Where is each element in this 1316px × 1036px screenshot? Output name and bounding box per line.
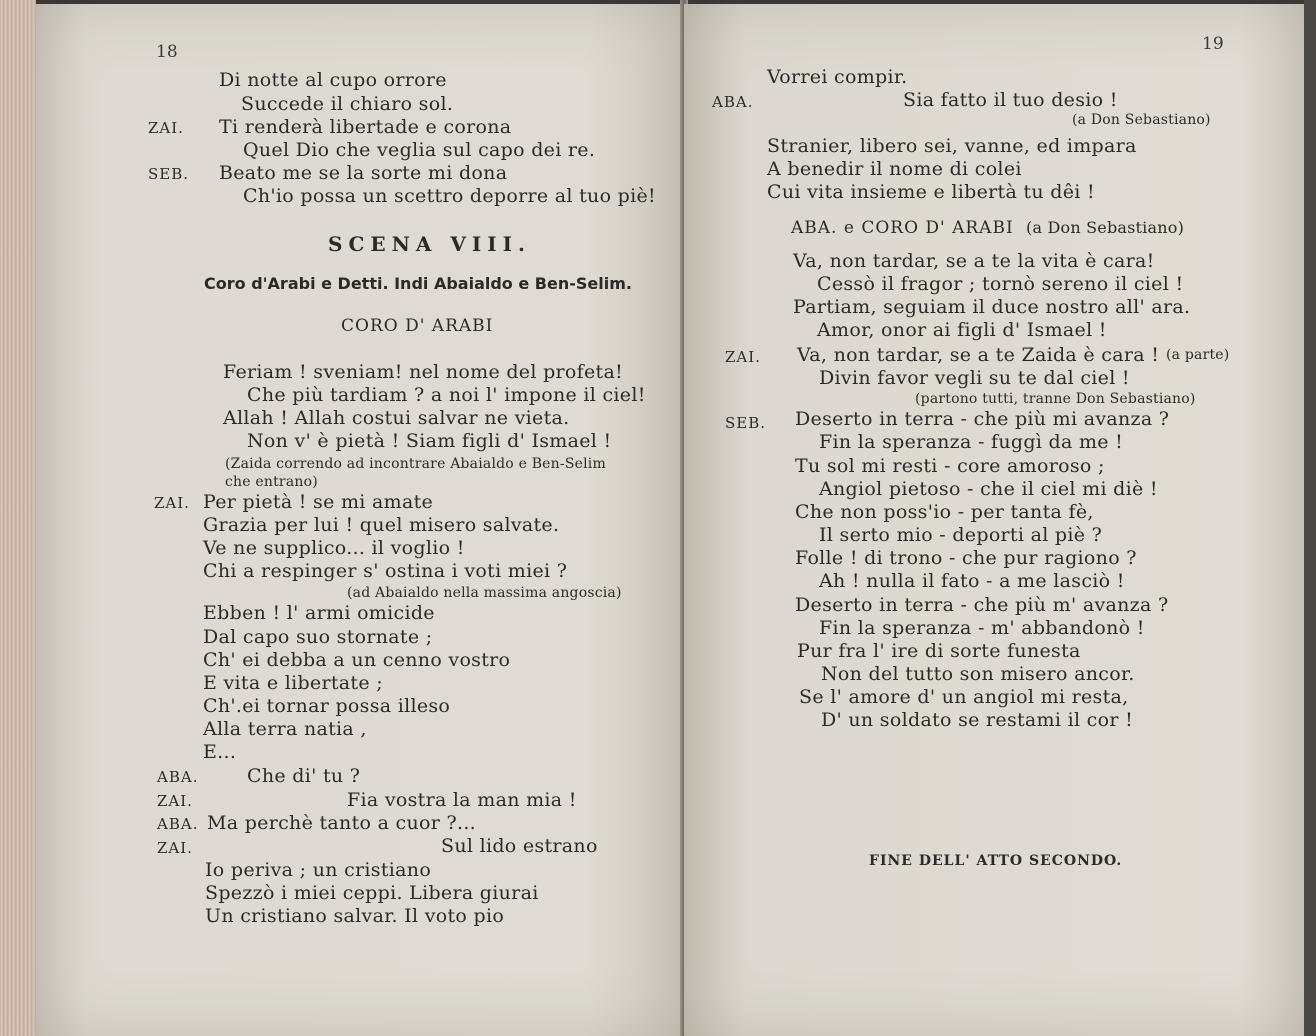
verse-line: Divin favor vegli su te dal ciel ! (819, 367, 1130, 389)
verse-line: Vorrei compir. (767, 66, 908, 88)
stage-direction: (Zaida correndo ad incontrare Abaialdo e Ben-Selim (225, 456, 606, 472)
verse-line: E... (203, 741, 237, 763)
verse-line: Non v' è pietà ! Siam figli d' Ismael ! (247, 430, 612, 452)
verse-line: Ch' ei debba a un cenno vostro (203, 649, 511, 671)
verse-line: Amor, onor ai figli d' Ismael ! (817, 319, 1107, 341)
end-of-act: FINE DELL' ATTO SECONDO. (869, 853, 1123, 869)
speaker-label: ABA. (157, 815, 199, 833)
verse-line: Ebben ! l' armi omicide (203, 602, 435, 624)
right-page (684, 4, 1304, 1036)
page-number-right: 19 (1202, 34, 1224, 54)
verse-line: Folle ! di trono - che pur ragiono ? (795, 547, 1137, 569)
verse-line: Un cristiano salvar. Il voto pio (205, 905, 505, 927)
verse-line: Non del tutto son misero ancor. (821, 663, 1135, 685)
verse-line: Di notte al cupo orrore (219, 69, 447, 91)
verse-line: Fin la speranza - fuggì da me ! (819, 431, 1124, 453)
speaker-label: ABA. (712, 93, 754, 111)
speaker-label: ZAI. (157, 839, 193, 857)
page-number-left: 18 (156, 42, 178, 62)
speaker-label: ZAI. (157, 792, 193, 810)
verse-line: Che di' tu ? (247, 765, 361, 787)
verse-line: Per pietà ! se mi amate (203, 491, 434, 513)
verse-line: Feriam ! sveniam! nel nome del profeta! (223, 361, 624, 383)
verse-line: E vita e libertate ; (203, 672, 383, 694)
verse-line: Dal capo suo stornate ; (203, 626, 433, 648)
verse-line: Ma perchè tanto a cuor ?... (207, 812, 476, 834)
speaker-label: ZAI. (154, 494, 190, 512)
verse-line: Chi a respinger s' ostina i voti miei ? (203, 560, 568, 582)
speaker-label: ABA. (157, 768, 199, 786)
verse-line: Ti renderà libertade e corona (219, 116, 512, 138)
verse-line: Spezzò i miei ceppi. Libera giurai (205, 882, 539, 904)
stage-direction: (a Don Sebastiano) (1026, 218, 1185, 237)
verse-line: A benedir il nome di colei (767, 158, 1022, 180)
left-page (36, 4, 684, 1036)
verse-line: Fia vostra la man mia ! (347, 789, 577, 811)
verse-line: Partiam, seguiam il duce nostro all' ara. (793, 296, 1191, 318)
verse-line: Alla terra natia , (203, 718, 367, 740)
verse-line: Ch'.ei tornar possa illeso (203, 695, 451, 717)
verse-line: D' un soldato se restami il cor ! (821, 709, 1134, 731)
chorus-heading: CORO D' ARABI (341, 316, 494, 336)
verse-line: Allah ! Allah costui salvar ne vieta. (223, 407, 570, 429)
verse-line: Deserto in terra - che più m' avanza ? (795, 594, 1169, 616)
verse-line: Fin la speranza - m' abbandonò ! (819, 617, 1145, 639)
verse-line: Stranier, libero sei, vanne, ed impara (767, 135, 1137, 157)
scene-subtitle: Coro d'Arabi e Detti. Indi Abaialdo e Ben-Selim. (204, 274, 632, 293)
scene-title: SCENA VIII. (328, 232, 531, 256)
verse-line: Che non poss'io - per tanta fè, (795, 501, 1094, 523)
verse-line: Tu sol mi resti - core amoroso ; (795, 455, 1105, 477)
verse-line: Deserto in terra - che più mi avanza ? (795, 408, 1170, 430)
page-edges (0, 0, 36, 1036)
verse-line: Ve ne supplico... il voglio ! (203, 537, 465, 559)
speaker-label: SEB. (148, 165, 190, 183)
verse-line: Cui vita insieme e libertà tu dêi ! (767, 181, 1095, 203)
verse-line: Se l' amore d' un angiol mi resta, (799, 686, 1129, 708)
verse-line: Sul lido estrano (441, 835, 598, 857)
verse-line: Va, non tardar, se a te la vita è cara! (793, 250, 1155, 272)
verse-line: Io periva ; un cristiano (205, 859, 432, 881)
verse-line: Il serto mio - deporti al piè ? (819, 524, 1103, 546)
heading-aba-coro: ABA. e CORO D' ARABI (791, 218, 1014, 238)
stage-direction: (a Don Sebastiano) (1072, 112, 1211, 128)
book-right-edge (1304, 0, 1316, 1036)
verse-line: Va, non tardar, se a te Zaida è cara ! (797, 344, 1160, 366)
stage-direction: (ad Abaialdo nella massima angoscia) (347, 585, 622, 601)
verse-line: Ah ! nulla il fato - a me lasciò ! (819, 570, 1125, 592)
verse-line: Quel Dio che veglia sul capo dei re. (243, 139, 596, 161)
verse-line: Ch'io possa un scettro deporre al tuo piè! (243, 185, 656, 207)
verse-line: Grazia per lui ! quel misero salvate. (203, 514, 560, 536)
verse-line: Succede il chiaro sol. (241, 93, 454, 115)
verse-line: Cessò il fragor ; tornò sereno il ciel ! (817, 273, 1184, 295)
verse-line: Sia fatto il tuo desio ! (903, 89, 1118, 111)
speaker-label: ZAI. (725, 348, 761, 366)
verse-line: Che più tardiam ? a noi l' impone il ciel! (247, 384, 646, 406)
verse-line: Beato me se la sorte mi dona (219, 162, 508, 184)
stage-direction: che entrano) (225, 474, 318, 490)
speaker-label: ZAI. (148, 119, 184, 137)
verse-line: Angiol pietoso - che il ciel mi diè ! (819, 478, 1158, 500)
verse-line: Pur fra l' ire di sorte funesta (797, 640, 1081, 662)
stage-direction: (partono tutti, tranne Don Sebastiano) (915, 391, 1196, 407)
speaker-label: SEB. (725, 414, 767, 432)
stage-direction: (a parte) (1166, 347, 1230, 363)
